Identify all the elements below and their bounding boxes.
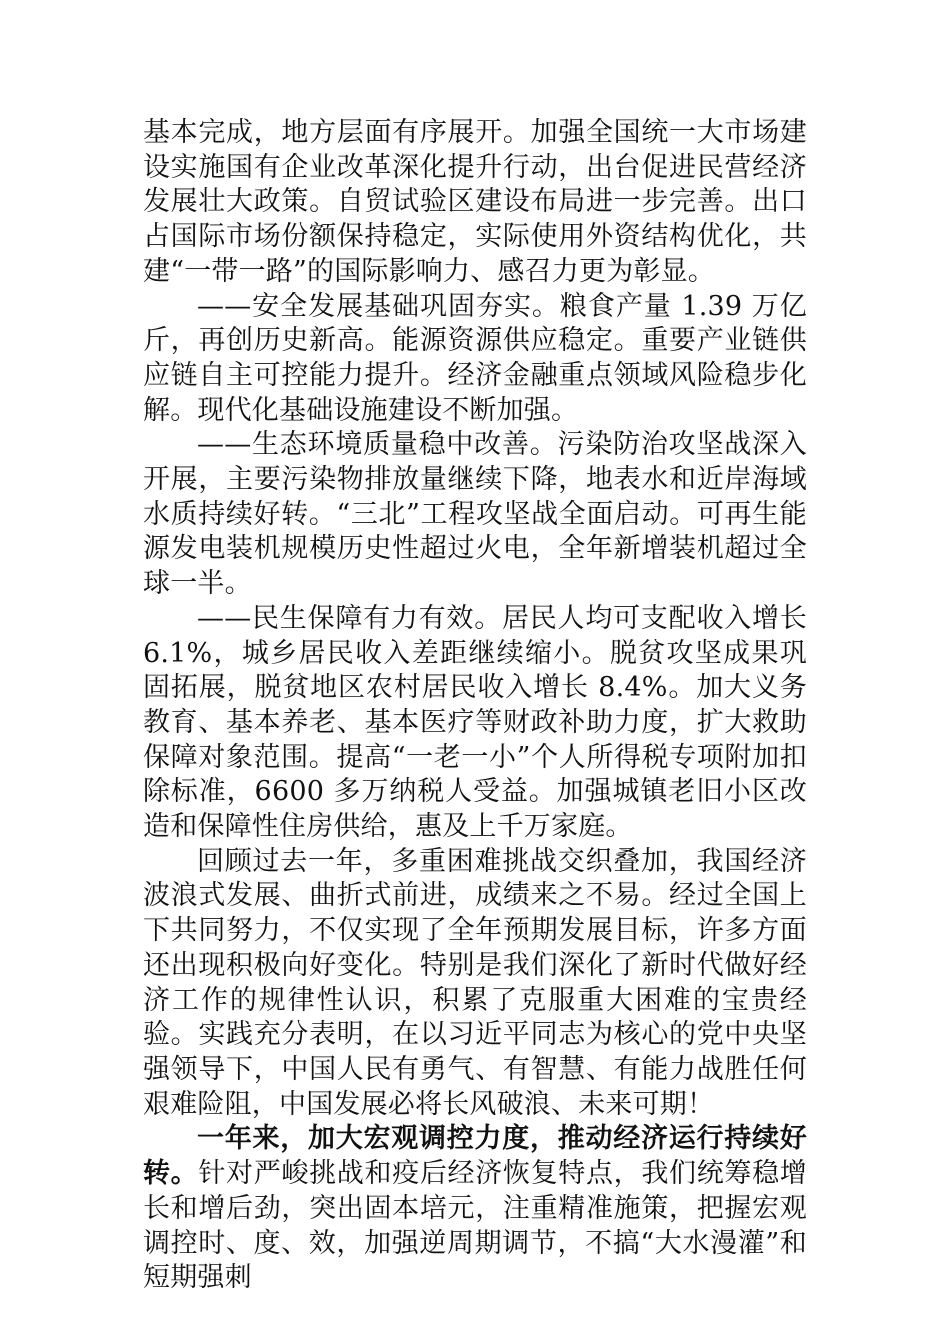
paragraph-review: 回顾过去一年，多重困难挑战交织叠加，我国经济波浪式发展、曲折式前进，成绩来之不易。经过全国上下共同努力，不仅实现了全年预期发展目标，许多方面还出现积极向好变化。特别是我们深化了新时代做好经济工作的规律性认识，积累了克服重大困难的宝贵经验。实践充分表明，在以习近平同志为核心的党中央坚强领导下，中国人民有勇气、有智慧、有能力战胜任何艰难险阻，中国发展必将长风破浪、未来可期！ [143, 845, 807, 1120]
paragraph-security: ——安全发展基础巩固夯实。粮食产量 1.39 万亿斤，再创历史新高。能源资源供应稳定。重要产业链供应链自主可控能力提升。经济金融重点领域风险稳步化解。现代化基础设施建设不断加强。 [143, 290, 807, 426]
paragraph-continuation: 基本完成，地方层面有序展开。加强全国统一大市场建设实施国有企业改革深化提升行动，出台促进民营经济发展壮大政策。自贸试验区建设布局进一步完善。出口占国际市场份额保持稳定，实际使用外资结构优化，共建“一带一路”的国际影响力、感召力更为彰显。 [143, 117, 807, 287]
paragraph-livelihood: ——民生保障有力有效。居民人均可支配收入增长 6.1%，城乡居民收入差距继续缩小。脱贫攻坚成果巩固拓展，脱贫地区农村居民收入增长 8.4%。加大义务教育、基本养老、基本医疗等财政补助力度，扩大救助保障对象范围。提高“一老一小”个人所得税专项附加扣除标准，6600 多万纳税人受益。加强城镇老旧小区改造和保障性住房供给，惠及上千万家庭。 [143, 602, 807, 843]
paragraph-macro-control [143, 1122, 807, 1296]
paragraph-lead-sentence: 一年来，加大宏观调控力度，推动经济运行持续好转。 [143, 1123, 807, 1190]
document-body [143, 116, 807, 1296]
paragraph-ecology: ——生态环境质量稳中改善。污染防治攻坚战深入开展，主要污染物排放量继续下降，地表水和近岸海域水质持续好转。“三北”工程攻坚战全面启动。可再生能源发电装机规模历史性超过火电，全年新增装机超过全球一半。 [143, 429, 807, 600]
paragraph-body-text: 针对严峻挑战和疫后经济恢复特点，我们统筹稳增长和增后劲，突出固本培元，注重精准施策，把握宏观调控时、度、效，加强逆周期调节，不搞“大水漫灌”和短期强刺 [143, 1158, 807, 1294]
